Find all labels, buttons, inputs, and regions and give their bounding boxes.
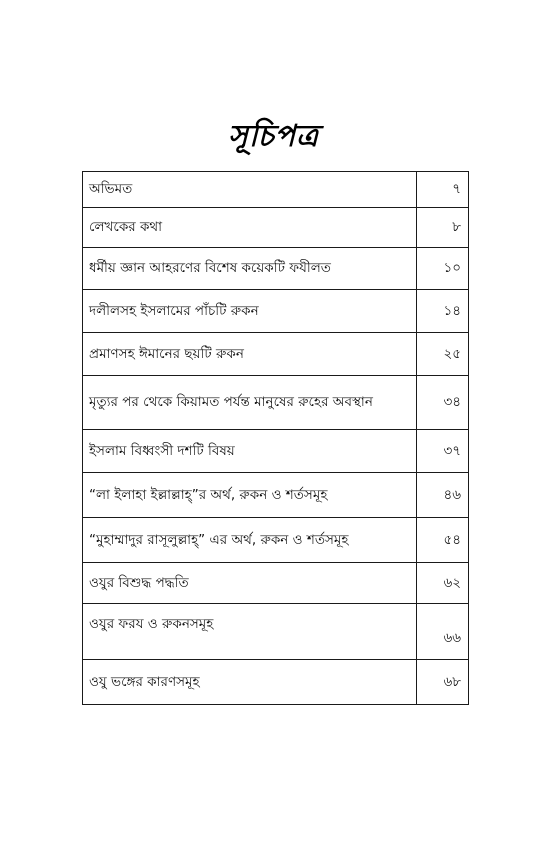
toc-entry-page: ৬২ [417, 563, 469, 604]
toc-entry-title: “মুহাম্মাদুর রাসূলুল্লাহ্” এর অর্থ, রুকন ও শর্তসমূহ [83, 518, 417, 563]
toc-entry-title: মৃত্যুর পর থেকে কিয়ামত পর্যন্ত মানুষের রুহের অবস্থান [83, 376, 417, 430]
toc-entry-title: ইসলাম বিধ্বংসী দশটি বিষয় [83, 430, 417, 473]
toc-entry-title: “লা ইলাহা ইল্লাল্লাহ্”র অর্থ, রুকন ও শর্তসমূহ [83, 473, 417, 518]
toc-entry-page: ৫৪ [417, 518, 469, 563]
toc-entry-page: ৩৪ [417, 376, 469, 430]
toc-row [83, 563, 469, 604]
toc-entry-title: ওযুর বিশুদ্ধ পদ্ধতি [83, 563, 417, 604]
toc-row [83, 660, 469, 705]
toc-entry-page: ১৪ [417, 290, 469, 333]
toc-entry-page: ৬৮ [417, 660, 469, 705]
table-of-contents [82, 171, 469, 705]
toc-entry-title: ওযুর ফরয ও রুকনসমূহ [83, 604, 417, 660]
page-title: সূচিপত্র [228, 119, 319, 154]
toc-entry-title: ধর্মীয় জ্ঞান আহরণের বিশেষ কয়েকটি ফযীলত [83, 248, 417, 290]
toc-row [83, 604, 469, 660]
toc-row [83, 208, 469, 248]
toc-row [83, 290, 469, 333]
toc-entry-page: ৪৬ [417, 473, 469, 518]
toc-row [83, 518, 469, 563]
toc-entry-title: অভিমত [83, 172, 417, 208]
toc-row [83, 473, 469, 518]
toc-row [83, 376, 469, 430]
toc-entry-title: লেখকের কথা [83, 208, 417, 248]
toc-row [83, 248, 469, 290]
toc-entry-title: প্রমাণসহ ঈমানের ছয়টি রুকন [83, 333, 417, 376]
toc-row [83, 333, 469, 376]
toc-row [83, 430, 469, 473]
toc-entry-title: ওযু ভঙ্গের কারণসমূহ [83, 660, 417, 705]
toc-entry-page: ৬৬ [417, 604, 469, 660]
toc-row [83, 172, 469, 208]
toc-entry-page: ২৫ [417, 333, 469, 376]
toc-entry-page: ৮ [417, 208, 469, 248]
toc-entry-page: ৭ [417, 172, 469, 208]
toc-entry-page: ৩৭ [417, 430, 469, 473]
toc-entry-title: দলীলসহ ইসলামের পাঁচটি রুকন [83, 290, 417, 333]
toc-entry-page: ১০ [417, 248, 469, 290]
